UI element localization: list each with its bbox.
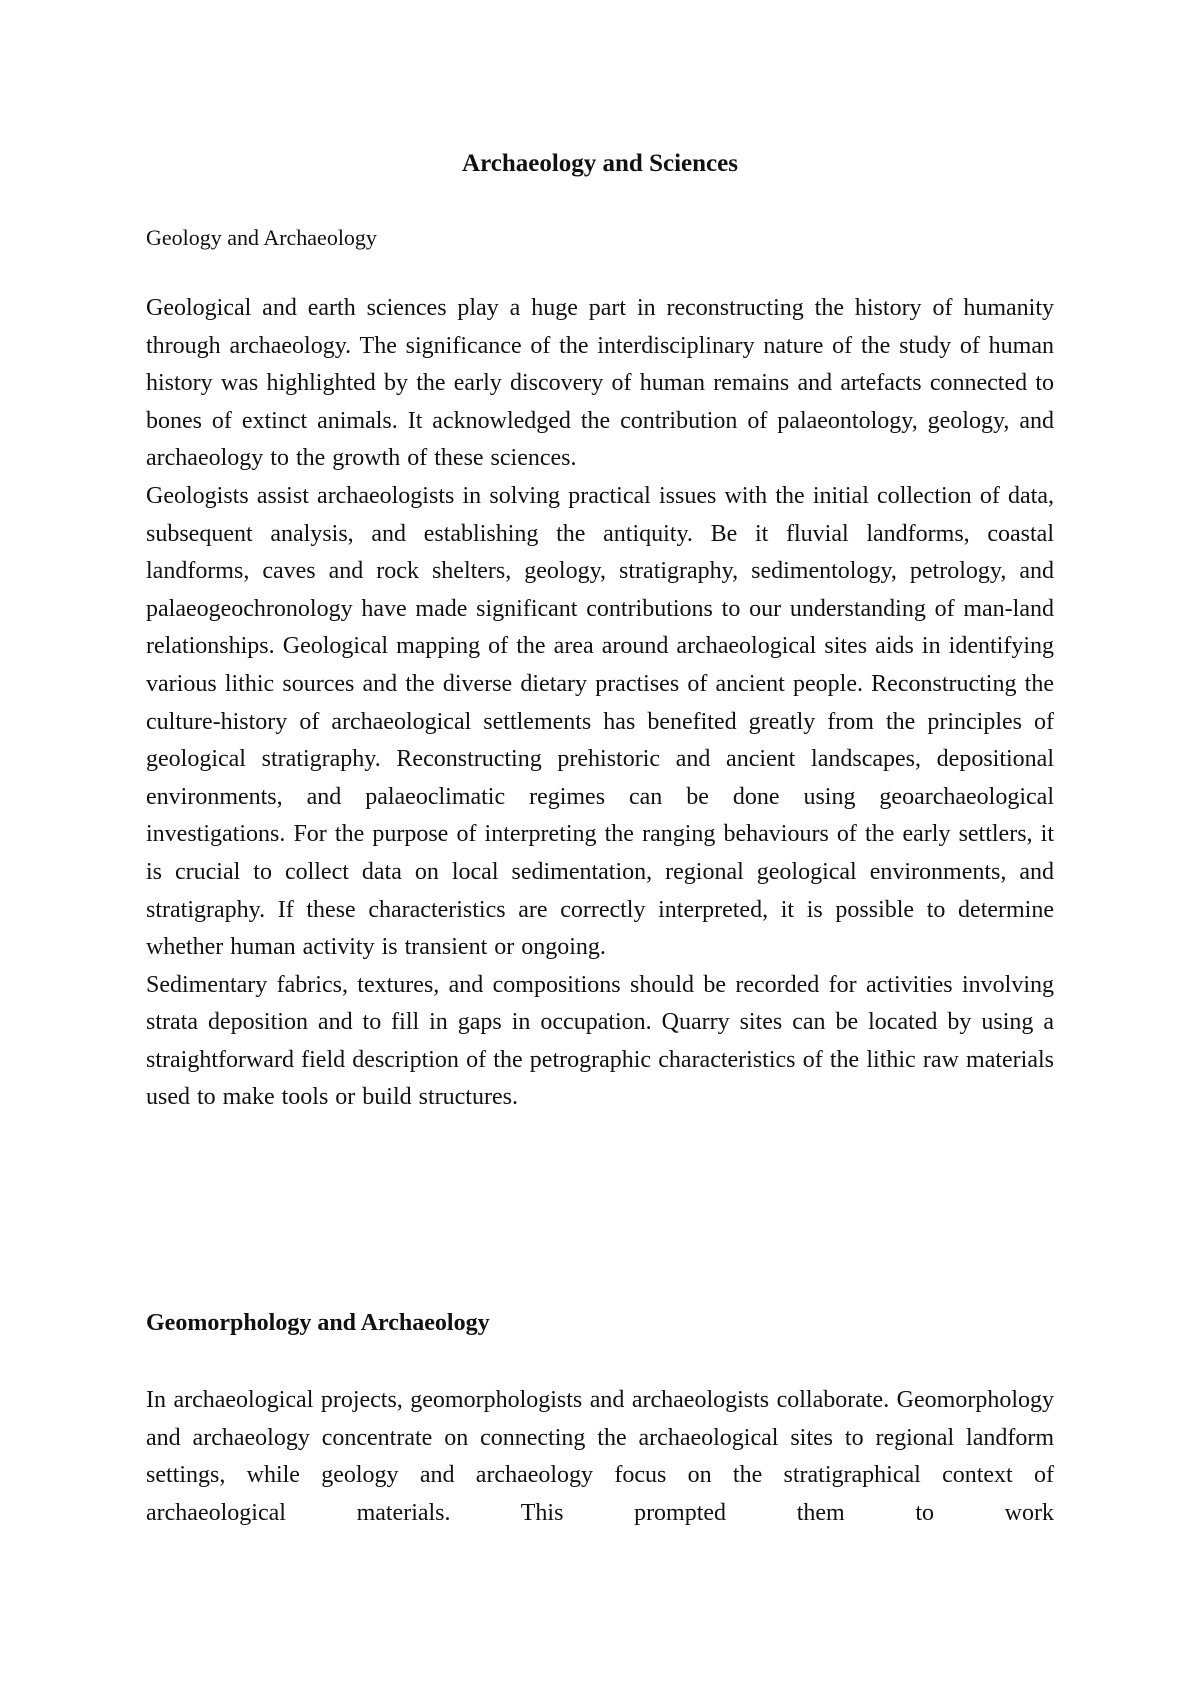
- section-heading: Geomorphology and Archaeology: [146, 1310, 490, 1336]
- paragraph: In archaeological projects, geomorphologists and archaeologists collaborate. Geomorphology and archaeology concentrate on connecting the archaeological sites to regional landform settings, while geology and archaeology focus on the stratigraphical context of archaeological materials. This prompted them to work: [146, 1387, 1054, 1526]
- section-subtitle: Geology and Archaeology: [146, 225, 377, 250]
- document-title: Archaeology and Sciences: [462, 150, 738, 177]
- paragraph: Geologists assist archaeologists in solving practical issues with the initial collection of data, subsequent analysis, and establishing the antiquity. Be it fluvial landforms, coastal landforms, caves and rock shelters, geology, stratigraphy, sedimentology, petrology, and palaeogeochronology have made significant contributions to our understanding of man-land relationships. Geological mapping of the area around archaeological sites aids in identifying various lithic sources and the diverse dietary practises of ancient people. Reconstructing the culture-history of archaeological settlements has benefited greatly from the principles of geological stratigraphy. Reconstructing prehistoric and ancient landscapes, depositional environments, and palaeoclimatic regimes can be done using geoarchaeological investigations. For the purpose of interpreting the ranging behaviours of the early settlers, it is crucial to collect data on local sedimentation, regional geological environments, and stratigraphy. If these characteristics are correctly interpreted, it is possible to determine whether human activity is transient or ongoing.: [146, 482, 1054, 961]
- paragraph: Geological and earth sciences play a huge part in reconstructing the history of humanity through archaeology. The significance of the interdisciplinary nature of the study of human history was highlighted by the early discovery of human remains and artefacts connected to bones of extinct animals. It acknowledged the contribution of palaeontology, geology, and archaeology to the growth of these sciences.: [146, 295, 1054, 472]
- section-1-body: [146, 290, 1054, 1117]
- section-2-body: [146, 1382, 1054, 1532]
- paragraph: Sedimentary fabrics, textures, and compositions should be recorded for activities involving strata deposition and to fill in gaps in occupation. Quarry sites can be located by using a straightforward field description of the petrographic characteristics of the lithic raw materials used to make tools or build structures.: [146, 971, 1054, 1111]
